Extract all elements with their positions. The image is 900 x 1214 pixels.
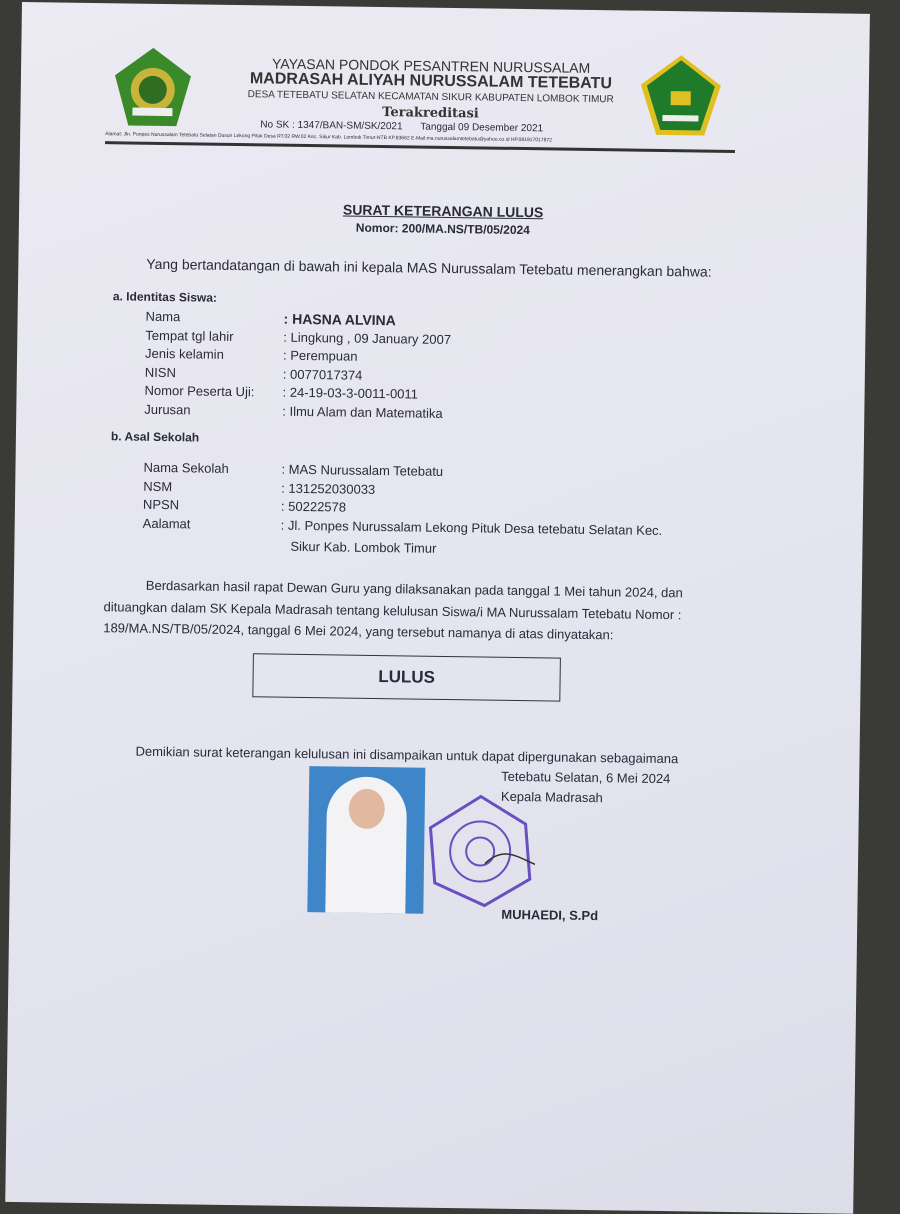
field-label: NSM [143, 478, 173, 494]
field-value: : Lingkung , 09 January 2007 [283, 329, 452, 347]
closing-text: Demikian surat keterangan kelulusan ini disampaikan untuk dapat dipergunakan sebagaimana [135, 743, 679, 767]
intro-text: Yang bertandatangan di bawah ini kepala MAS Nurussalam Tetebatu menerangkan bahwa: [146, 255, 712, 280]
school-location: DESA TETEBATU SELATAN KECAMATAN SIKUR KABUPATEN LOMBOK TIMUR [247, 89, 614, 106]
body-line-2: dituangkan dalam SK Kepala Madrasah tentang kelulusan Siswa/i MA Nurussalam Tetebatu Nomor : [103, 599, 682, 623]
foundation-name: YAYASAN PONDOK PESANTREN NURUSSALAM [271, 55, 591, 76]
field-value: : HASNA ALVINA [283, 310, 396, 329]
field-value: : Jl. Ponpes Nurussalam Lekong Pituk Desa tetebatu Selatan Kec. [280, 517, 663, 538]
document-title: SURAT KETERANGAN LULUS [342, 201, 544, 221]
accreditation: Terakreditasi [382, 105, 479, 122]
field-label: Aalamat [142, 515, 191, 532]
field-label: Nomor Peserta Uji: [144, 383, 255, 400]
field-label: NISN [144, 364, 177, 380]
field-label: Jenis kelamin [145, 345, 224, 363]
signatory-name: MUHAEDI, S.Pd [501, 906, 599, 924]
field-label: Nama Sekolah [143, 459, 229, 476]
field-value: : Perempuan [282, 347, 358, 364]
certificate-paper [5, 2, 870, 1214]
field-label: Jurusan [144, 401, 191, 418]
section-a-heading: a. Identitas Siswa: [112, 289, 218, 305]
school-address: Alamat: Jln. Ponpes Nurussalam Tetebatu Selatan Dusun Lekong Pituk Desa RT.02 RW.02 Kec. Sikur Kab. Lombok Timur-NTB KP.83662 E-Mail:ma.nurussalamtetebatu@yahoo.co.id HP.081917017872 [105, 131, 552, 144]
place-date: Tetebatu Selatan, 6 Mei 2024 [501, 768, 671, 787]
field-value: : 24-19-03-3-0011-0011 [282, 385, 419, 402]
school-stamp-icon [424, 793, 536, 910]
foundation-logo-icon [110, 45, 195, 130]
document-number: Nomor: 200/MA.NS/TB/05/2024 [355, 220, 530, 238]
body-line-1: Berdasarkan hasil rapat Dewan Guru yang dilaksanakan pada tanggal 1 Mei tahun 2024, dan [145, 577, 683, 601]
field-label: NPSN [142, 496, 180, 513]
result-box: LULUS [252, 653, 561, 701]
sk-date: Tanggal 09 Desember 2021 [420, 121, 544, 135]
school-address-cont: Sikur Kab. Lombok Timur [290, 538, 437, 556]
field-value: : 131252030033 [281, 480, 376, 497]
signatory-position: Kepala Madrasah [500, 788, 603, 806]
field-value: : 0077017374 [282, 366, 363, 383]
field-value: : Ilmu Alam dan Matematika [282, 403, 443, 421]
field-value: : 50222578 [280, 498, 347, 515]
sk-number: No SK : 1347/BAN-SM/SK/2021 [260, 119, 403, 133]
student-photo [307, 766, 425, 914]
body-line-3: 189/MA.NS/TB/05/2024, tanggal 6 Mei 2024, yang tersebut namanya di atas dinyatakan: [103, 620, 614, 643]
field-value: : MAS Nurussalam Tetebatu [281, 461, 444, 479]
section-b-heading: b. Asal Sekolah [110, 429, 200, 445]
school-name: MADRASAH ALIYAH NURUSSALAM TETEBATU [249, 70, 613, 93]
field-label: Nama [145, 308, 181, 325]
field-label: Tempat tgl lahir [145, 327, 234, 344]
